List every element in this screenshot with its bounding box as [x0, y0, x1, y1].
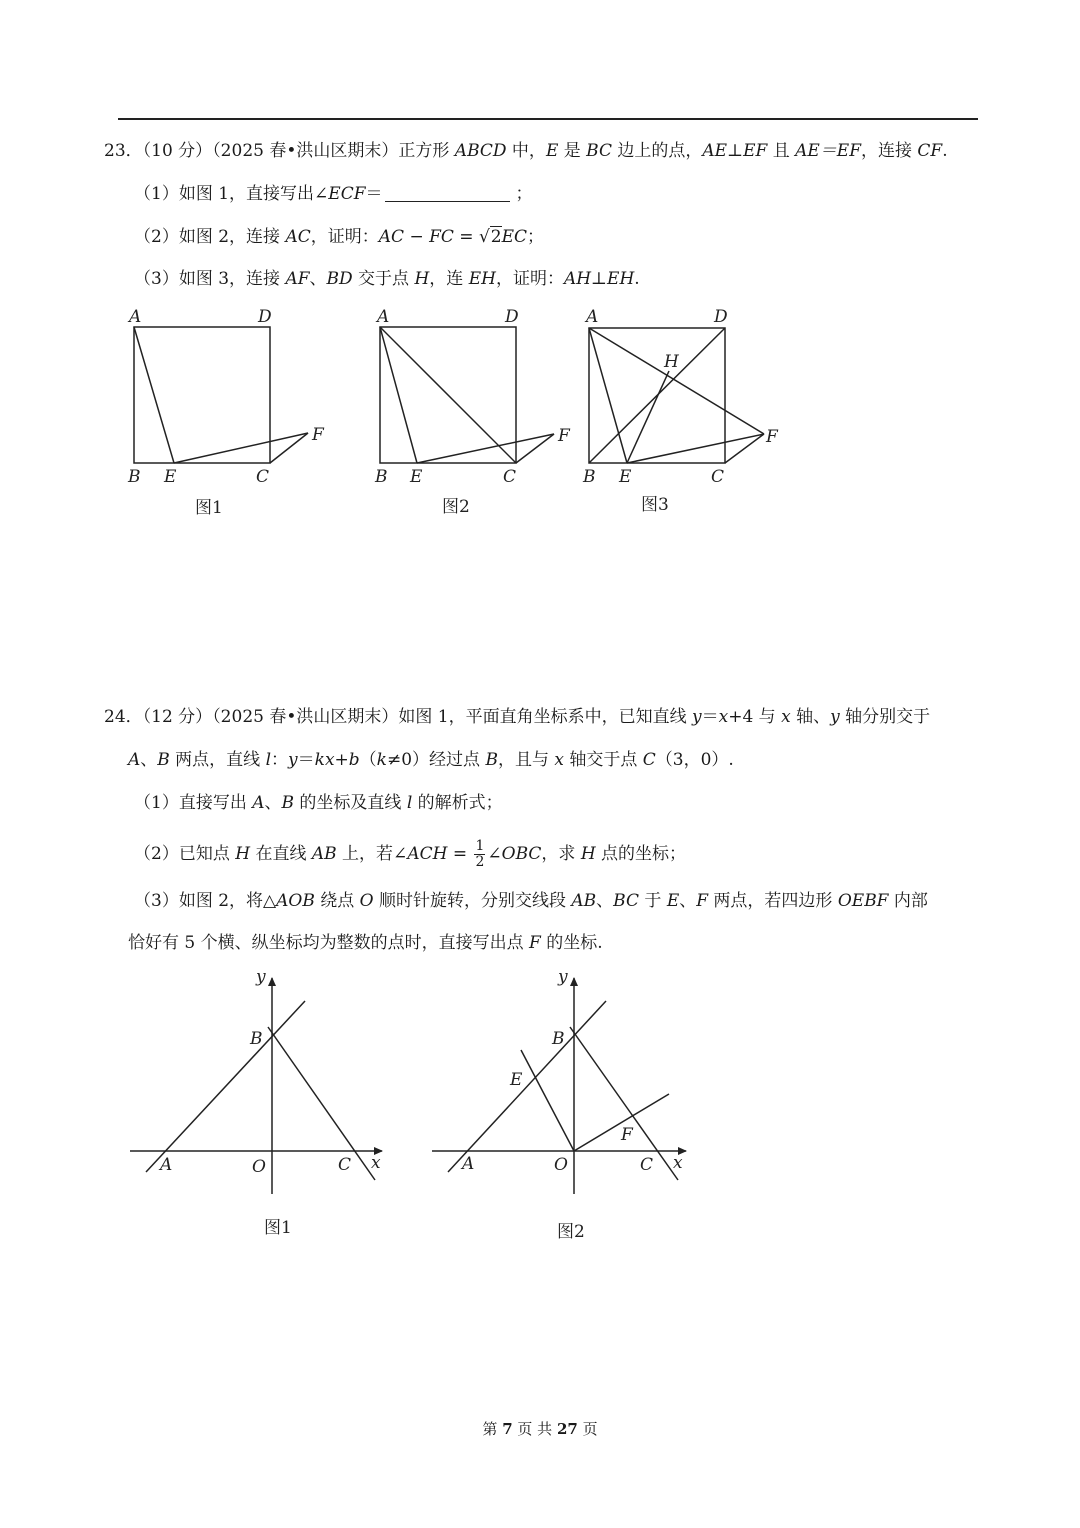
label-b: B [375, 467, 388, 487]
label-h: H [664, 352, 679, 372]
line-ab [146, 1001, 305, 1172]
page-footer: 第 7 页 共 27 页 [482, 1420, 598, 1438]
label-o: O [252, 1157, 266, 1177]
page-number: 7 [502, 1420, 513, 1438]
label-f: F [621, 1125, 633, 1145]
label-f: F [766, 427, 778, 447]
segment-ae [134, 327, 174, 463]
q24-stem-line2: A、B 两点，直线 l：y＝kx+b（k≠0）经过点 B，且与 x 轴交于点 C（3，0）. [128, 750, 734, 770]
label-c: C [711, 467, 725, 487]
q23-figure-1 [134, 327, 308, 463]
page-total: 27 [556, 1420, 578, 1438]
label-c: C [256, 467, 270, 487]
label-c: C [503, 467, 517, 487]
line-l [268, 1027, 375, 1180]
label-y: y [558, 967, 568, 987]
label-e: E [619, 467, 632, 487]
label-f: F [558, 426, 570, 446]
label-a: A [129, 307, 142, 327]
label-a: A [586, 307, 599, 327]
label-x: x [673, 1153, 683, 1173]
caption-fig1: 图1 [264, 1218, 292, 1238]
q24-part3-line2: 恰好有 5 个横、纵坐标均为整数的点时，直接写出点 F 的坐标. [128, 933, 603, 953]
q24-part3-line1: （3）如图 2，将△AOB 绕点 O 顺时针旋转，分别交线段 AB、BC 于 E、F 两点，若四边形 OEBF 内部 [134, 891, 928, 911]
q23-figure-3 [589, 328, 764, 463]
label-b: B [128, 467, 141, 487]
line-bc [570, 1027, 678, 1180]
label-f: F [312, 425, 324, 445]
caption-fig3: 图3 [641, 495, 669, 515]
label-d: D [714, 307, 728, 327]
caption-fig2: 图2 [557, 1222, 585, 1242]
label-a: A [160, 1155, 173, 1175]
label-e: E [510, 1070, 523, 1090]
fraction-one-half: $\frac{1}{2}$ [475, 838, 485, 870]
label-e: E [164, 467, 177, 487]
segment-ef [417, 434, 554, 463]
label-c: C [338, 1155, 352, 1175]
sqrt-symbol: √2 [478, 227, 502, 247]
label-a: A [377, 307, 390, 327]
label-o: O [554, 1155, 568, 1175]
segment-ae [380, 327, 417, 463]
q23-stem: 23．（10 分）（2025 春•洪山区期末）正方形 ABCD 中，E 是 BC 边上的点，AE⊥EF 且 AE＝EF，连接 CF. [104, 141, 948, 161]
caption-fig2: 图2 [442, 497, 470, 517]
label-d: D [505, 307, 519, 327]
label-y: y [256, 967, 266, 987]
q23-part1: （1）如图 1，直接写出∠ECF＝ ； [134, 184, 533, 204]
segment-af [589, 328, 764, 434]
label-e: E [410, 467, 423, 487]
caption-fig1: 图1 [195, 498, 223, 518]
segment-ac [380, 327, 516, 463]
q24-part1: （1）直接写出 A、B 的坐标及直线 l 的解析式； [134, 793, 503, 813]
segment-eh [627, 371, 669, 463]
q24-part2: （2）已知点 H 在直线 AB 上，若∠ACH = $\frac{1}{2}$ ∠OBC，求 H 点的坐标； [134, 838, 687, 870]
q23-figure-2 [380, 327, 554, 463]
label-b: B [250, 1029, 263, 1049]
q24-stem-line1: 24．（12 分）（2025 春•洪山区期末）如图 1，平面直角坐标系中，已知直线 y＝x+4 与 x 轴、y 轴分别交于 [104, 707, 931, 727]
q23-part3: （3）如图 3，连接 AF、BD 交于点 H，连 EH，证明：AH⊥EH. [134, 269, 640, 289]
q23-part2: （2）如图 2，连接 AC，证明：AC − FC = √2EC； [134, 224, 544, 250]
label-a: A [462, 1154, 475, 1174]
label-c: C [640, 1155, 654, 1175]
label-x: x [371, 1153, 381, 1173]
label-b: B [552, 1029, 565, 1049]
label-d: D [258, 307, 272, 327]
label-b: B [583, 467, 596, 487]
